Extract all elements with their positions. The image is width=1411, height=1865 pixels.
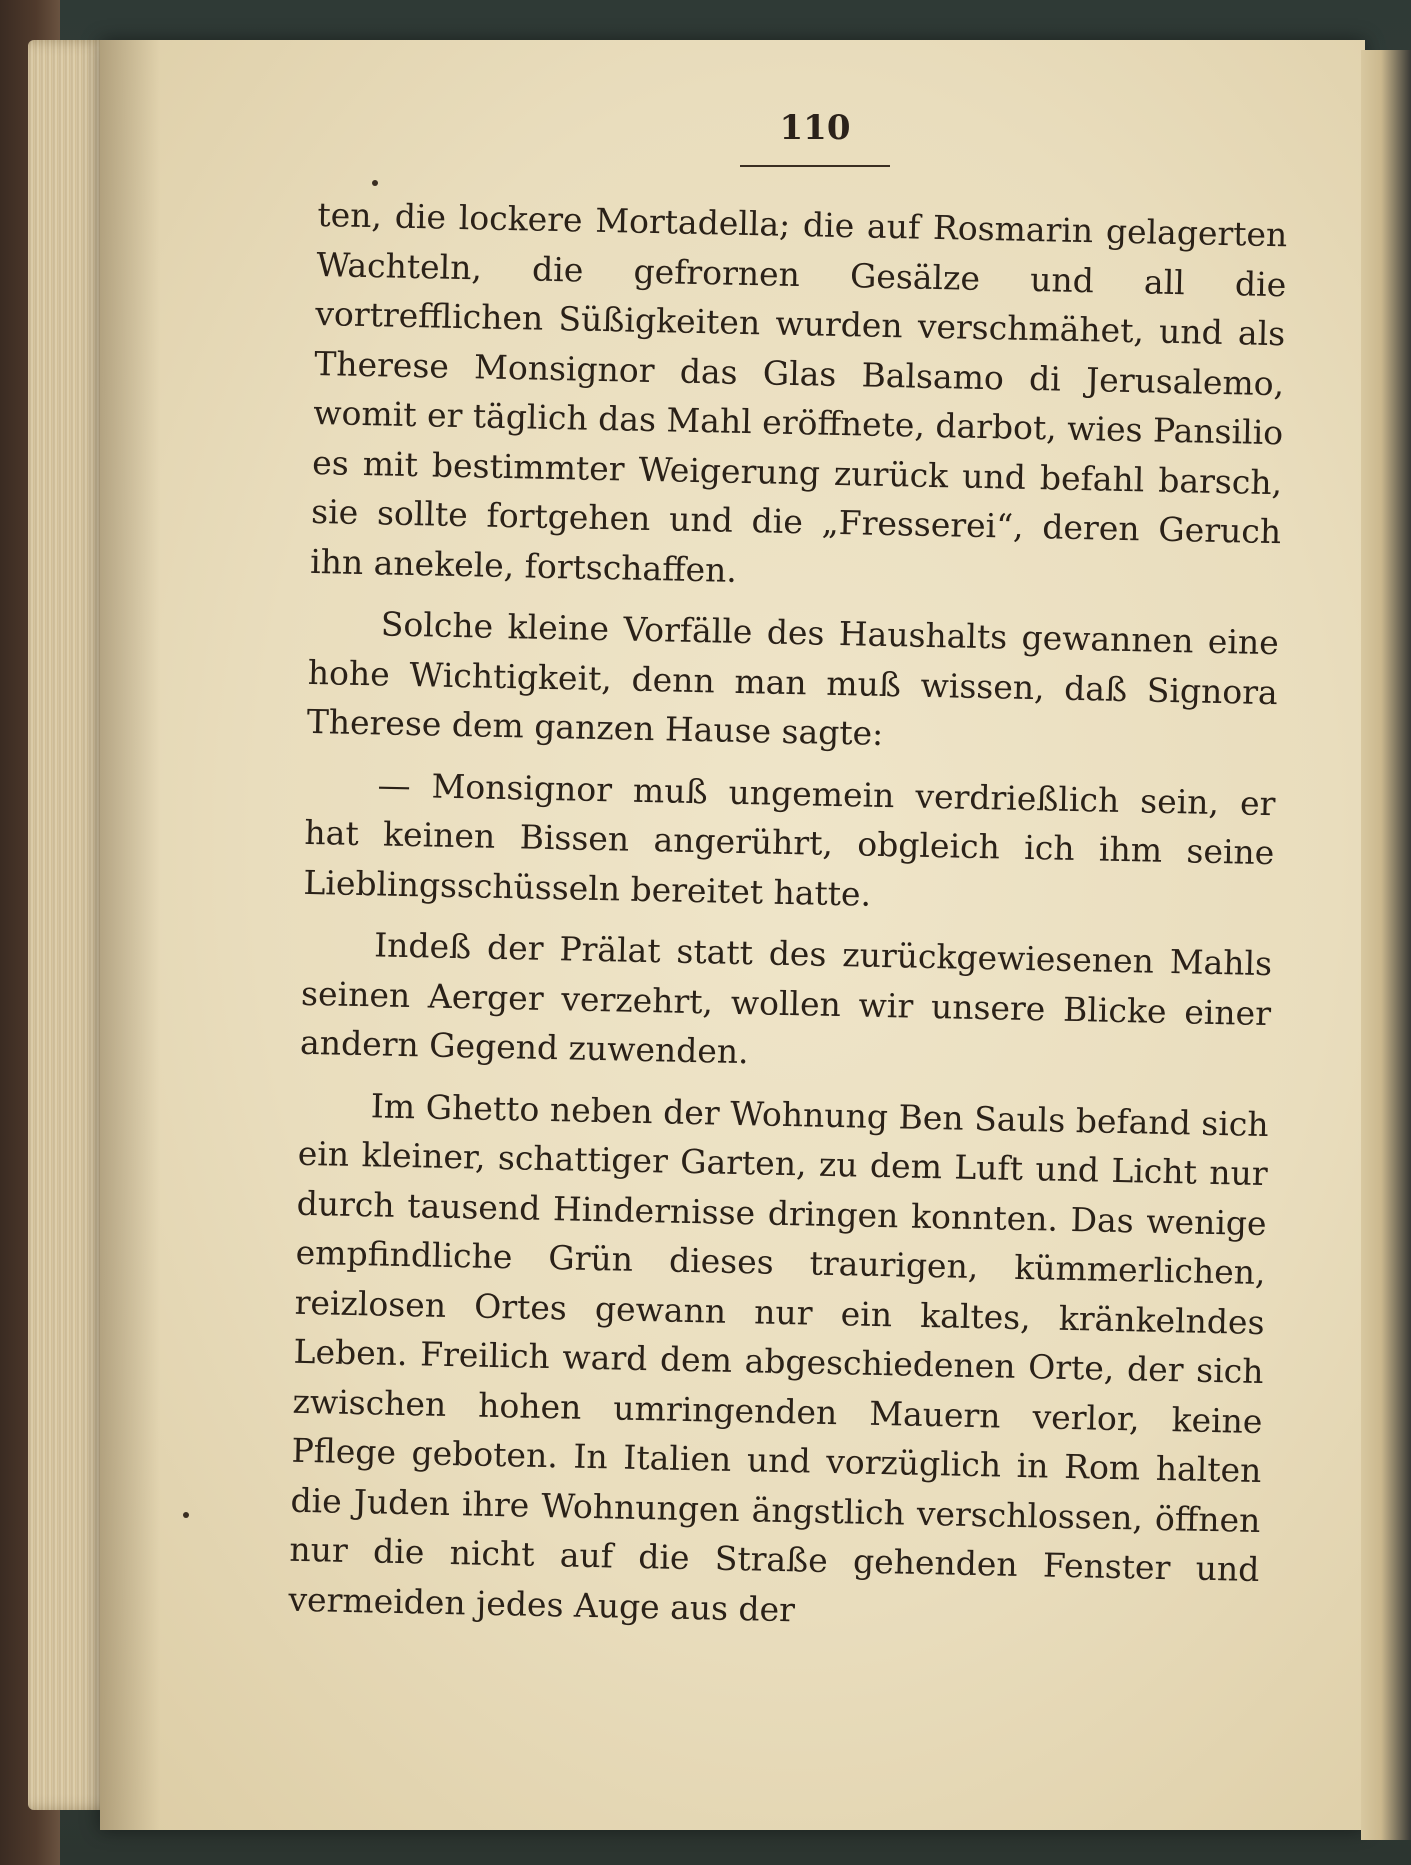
paragraph: Im Ghetto neben der Wohnung Ben Sauls befand sich ein kleiner, schattiger Garten, zu dem Luft und Licht nur durch tausend Hindernisse dringen konnten. Das wenige empfindliche Grün dieses traurigen, kümmerlichen, reizlosen Ortes gewann nur ein kaltes, kränkelndes Leben. Freilich ward dem abgeschiedenen Orte, der sich zwischen hohen umringenden Mauern verlor, keine Pflege geboten. In Italien und vorzüglich in Rom halten die Juden ihre Wohnungen ängstlich verschlossen, öffnen nur die nicht auf die Straße gehenden Fenster und vermeiden jedes Auge aus der — [288, 1085, 1270, 1629]
paper-speck — [183, 1512, 189, 1518]
gutter-shadow — [100, 40, 160, 1830]
page-right-edge — [1361, 50, 1411, 1840]
page-number: 110 — [779, 108, 851, 148]
paper-speck — [372, 180, 378, 186]
body-text — [288, 190, 1288, 1656]
paragraph: ten, die lockere Mortadella; die auf Rosmarin gelagerten Wachteln, die gefrornen Gesälze und all die vortrefflichen Süßigkeiten wurden verschmähet, und als Therese Monsignor das Glas Balsamo di Jerusalemo, womit er täglich das Mahl eröffnete, darbot, wies Pansilio es mit bestimmter Weigerung zurück und befahl barsch, sie sollte fortgehen und die „Fresserei“, deren Geruch ihn anekele, fortschaffen. — [309, 194, 1288, 590]
page-number-rule — [740, 165, 890, 167]
paragraph: Indeß der Prälat statt des zurückgewiesenen Mahls seinen Aerger verzehrt, wollen wir unsere Blicke einer andern Gegend zuwenden. — [299, 925, 1273, 1072]
paragraph: Solche kleine Vorfälle des Haushalts gewannen eine hohe Wichtigkeit, denn man muß wissen, daß Signora Therese dem ganzen Hause sagte: — [306, 604, 1280, 753]
paragraph-dialog: — Monsignor muß ungemein verdrießlich sein, er hat keinen Bissen angerührt, obgleich ich ihm seine Lieblingsschüsseln bereitet hatte. — [303, 764, 1276, 914]
